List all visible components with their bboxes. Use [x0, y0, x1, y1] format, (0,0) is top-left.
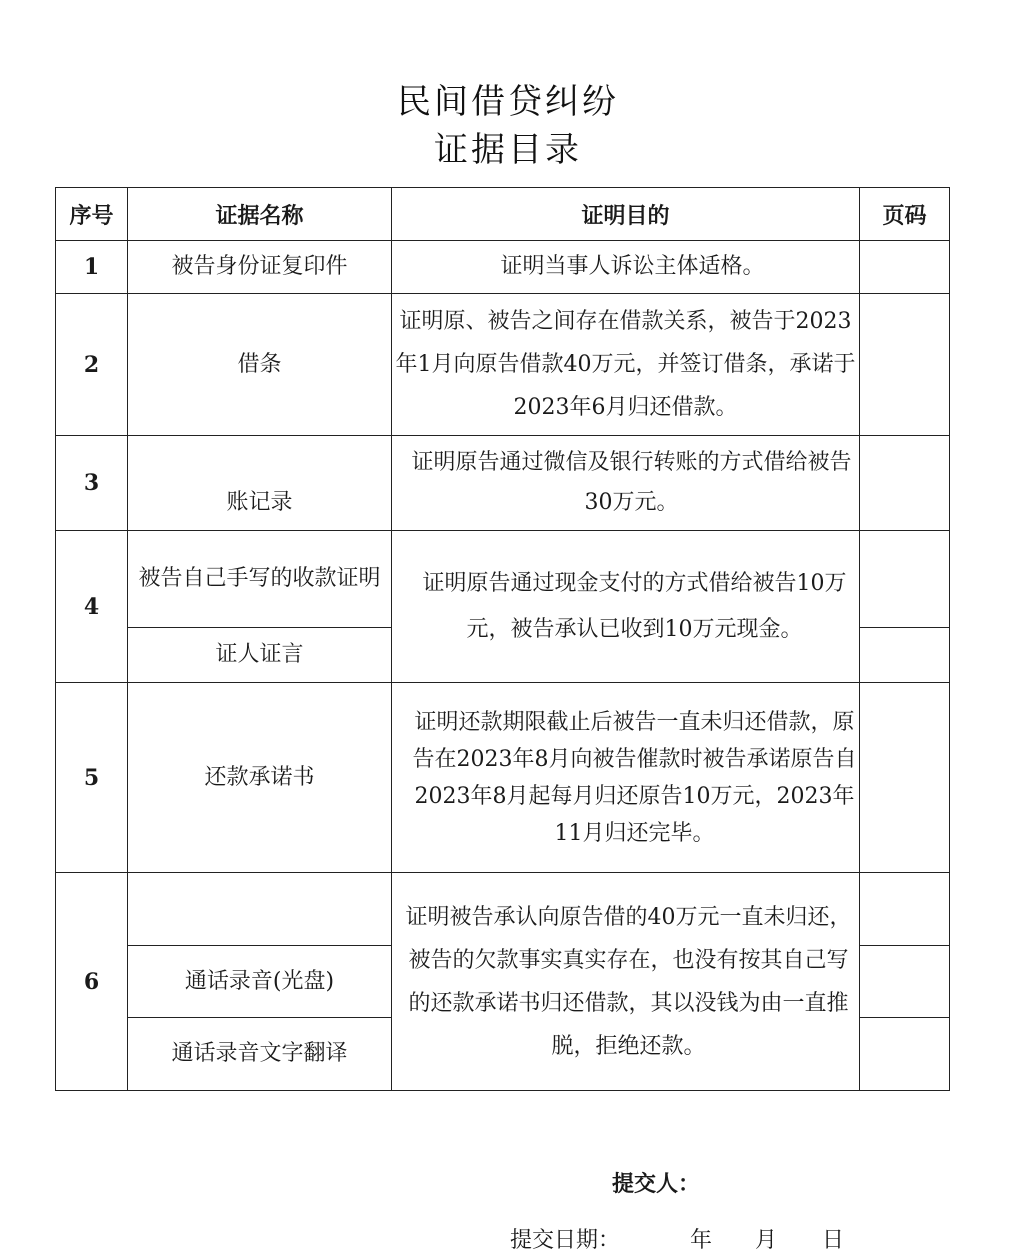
table-row — [56, 873, 950, 946]
row-number: 3 — [56, 436, 128, 531]
evidence-purpose: 证明还款期限截止后被告一直未归还借款，原告在2023年8月向被告催款时被告承诺原告自2023年8月起每月归还原告10万元，2023年11月归还完毕。 — [392, 683, 860, 873]
document-title: 民间借贷纠纷 — [397, 82, 619, 122]
evidence-purpose: 证明原、被告之间存在借款关系，被告于2023年1月向原告借款40万元，并签订借条，承诺于2023年6月归还借款。 — [392, 294, 860, 436]
document-subtitle: 证据目录 — [434, 130, 582, 170]
evidence-name: 借条 — [128, 294, 392, 436]
page-cell — [860, 873, 950, 946]
evidence-table — [55, 187, 950, 1091]
date-month: 月 — [755, 1228, 778, 1253]
evidence-name — [128, 873, 392, 946]
table-row — [56, 294, 950, 436]
row-number: 6 — [56, 873, 128, 1091]
evidence-name: 被告身份证复印件 — [128, 241, 392, 294]
evidence-purpose: 证明被告承认向原告借的40万元一直未归还，被告的欠款事实真实存在，也没有按其自己写的还款承诺书归还借款，其以没钱为由一直推脱，拒绝还款。 — [392, 873, 860, 1091]
date-year: 年 — [690, 1228, 713, 1253]
page-cell — [860, 294, 950, 436]
header-page: 页码 — [860, 188, 950, 241]
evidence-purpose: 证明当事人诉讼主体适格。 — [392, 241, 860, 294]
page-cell — [860, 628, 950, 683]
row-number: 4 — [56, 531, 128, 683]
table-header-row — [56, 188, 950, 241]
evidence-name: 证人证言 — [128, 628, 392, 683]
page-cell — [860, 531, 950, 628]
header-no: 序号 — [56, 188, 128, 241]
evidence-name: 通话录音(光盘) — [128, 946, 392, 1018]
evidence-name: 还款承诺书 — [128, 683, 392, 873]
table-row — [56, 241, 950, 294]
row-number: 2 — [56, 294, 128, 436]
page-cell — [860, 946, 950, 1018]
evidence-name: 账记录 — [128, 436, 392, 531]
submit-date-label: 提交日期： — [510, 1228, 621, 1253]
evidence-purpose: 证明原告通过微信及银行转账的方式借给被告30万元。 — [392, 436, 860, 531]
evidence-purpose: 证明原告通过现金支付的方式借给被告10万元，被告承认已收到10万元现金。 — [392, 531, 860, 683]
header-purpose: 证明目的 — [392, 188, 860, 241]
evidence-name: 被告自己手写的收款证明 — [128, 531, 392, 628]
evidence-name: 通话录音文字翻译 — [128, 1018, 392, 1091]
date-day: 日 — [822, 1228, 845, 1253]
submitter-label: 提交人： — [612, 1171, 701, 1197]
table-row — [56, 683, 950, 873]
page-cell — [860, 683, 950, 873]
table-row — [56, 436, 950, 531]
row-number: 5 — [56, 683, 128, 873]
page-cell — [860, 436, 950, 531]
row-number: 1 — [56, 241, 128, 294]
table-row — [56, 531, 950, 628]
header-name: 证据名称 — [128, 188, 392, 241]
page-cell — [860, 1018, 950, 1091]
page-cell — [860, 241, 950, 294]
